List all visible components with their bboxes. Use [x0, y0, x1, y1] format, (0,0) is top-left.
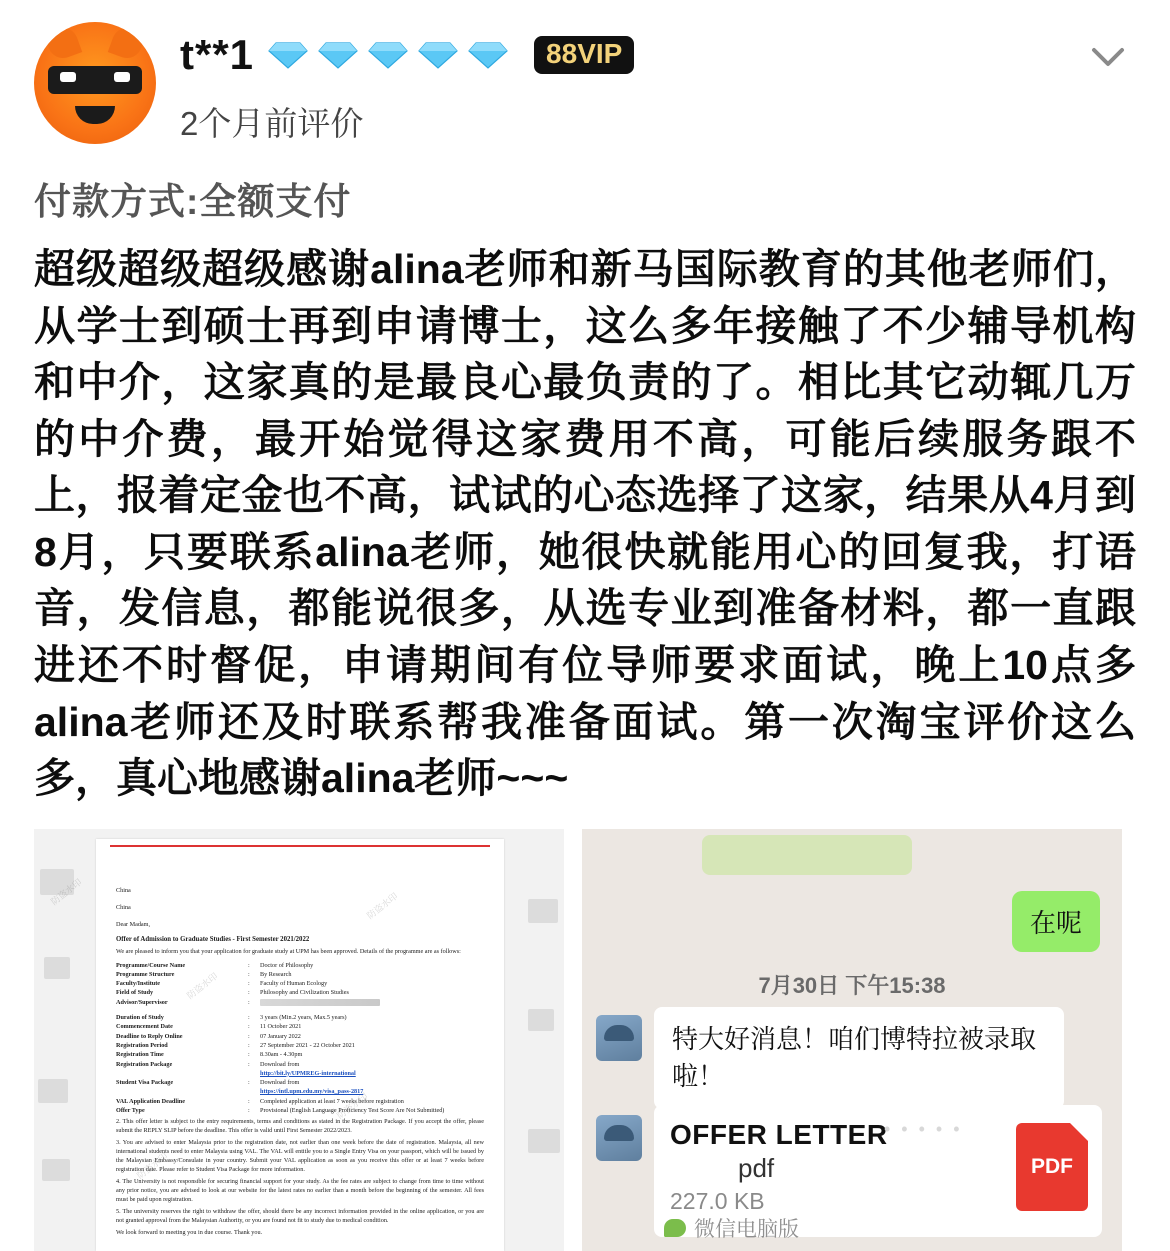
doc-country-2: China: [116, 903, 131, 911]
review-images: [0, 807, 1170, 1251]
document-rule: [110, 845, 490, 847]
vip-level-diamonds: [268, 41, 508, 69]
doc-field-row: https://intl.upm.edu.my/visa_pass-2817: [260, 1088, 364, 1096]
file-name: OFFER LETTER: [670, 1118, 888, 1150]
doc-field-row: Registration Time : 8.30am - 4.30pm: [116, 1051, 303, 1059]
diamond-icon: [468, 41, 508, 69]
chat-source-label: [664, 1213, 799, 1243]
review-image-offer-letter[interactable]: [34, 829, 564, 1251]
chevron-down-icon[interactable]: [1082, 30, 1134, 82]
user-name: t**1: [180, 31, 255, 78]
blur-block: [44, 957, 70, 979]
watermark: 防盗水印: [185, 970, 220, 1001]
chat-bubble-sent: 在呢: [1012, 891, 1100, 952]
doc-field-row: Registration Period : 27 September 2021 - 22 October 2021: [116, 1041, 355, 1049]
diamond-icon: [368, 41, 408, 69]
doc-field-row: Duration of Study : 3 years (Min.2 years, Max.5 years): [116, 1014, 347, 1022]
wechat-icon: [664, 1219, 686, 1237]
offer-letter-document: [96, 839, 504, 1251]
chat-source-text: 微信电脑版: [694, 1217, 799, 1241]
doc-field-row: Commencement Date : 11 October 2021: [116, 1023, 302, 1031]
sunglasses-icon: [48, 66, 142, 94]
avatar-mouth: [75, 106, 115, 124]
chat-timestamp: 7月30日 下午15:38: [758, 972, 946, 998]
avatar-ear-left: [44, 24, 82, 62]
avatar-ear-right: [108, 24, 146, 62]
doc-paragraph: 2. This offer letter is subject to the entry requirements, terms and conditions as stated in the Registration Package. If you accept the offer, please submit the REPLY SLIP before the deadline. This offer is valid until First Semester 2022/2023.: [116, 1118, 484, 1135]
payment-method: 付款方式:全额支付: [34, 181, 352, 222]
blur-block: [528, 1129, 560, 1153]
watermark: 防盗水印: [49, 876, 84, 907]
review-date: 2个月前评价: [180, 105, 364, 142]
doc-title: Offer of Admission to Graduate Studies - First Semester 2021/2022: [116, 935, 310, 943]
diamond-icon: [268, 41, 308, 69]
blur-block: [528, 899, 558, 923]
doc-field-row: Programme Structure : By Research: [116, 970, 292, 978]
avatar[interactable]: [34, 22, 156, 144]
vip-badge: 88VIP: [534, 36, 634, 74]
doc-paragraph: 5. The university reserves the right to withdraw the offer, should there be any incorrect information provided in the online application, or you are not granted approval from the Malaysian Authority, or you are found not fit to study due to medical condition.: [116, 1208, 484, 1225]
doc-field-row: VAL Application Deadline : Completed application at least 7 weeks before registration: [116, 1097, 404, 1105]
diamond-icon: [418, 41, 458, 69]
file-size: 227.0 KB: [670, 1187, 765, 1214]
doc-field-row: Programme/Course Name : Doctor of Philosophy: [116, 961, 314, 969]
doc-field-row: http://bit.ly/UPMREG-international: [260, 1069, 356, 1077]
doc-paragraph: 3. You are advised to enter Malaysia prior to the registration date, not earlier than one week before the date of registration. Malaysia, all new international students need to enter Malaysia using VAL. The VAL will entitle you to a Single Entry Visa on your passport, which will be issued by the Malaysian Embassy/Consulate in your country. Submit your VAL application as soon as you receive this offer or at least 7 weeks before registration date. Please refer to Student Visa Package for more information.: [116, 1139, 484, 1174]
review-image-chat[interactable]: [582, 829, 1122, 1251]
pdf-file-icon: PDF: [1016, 1123, 1088, 1211]
file-extension: pdf: [738, 1152, 775, 1183]
doc-field-row: Student Visa Package : Download from: [116, 1079, 300, 1087]
doc-intro: We are pleased to inform you that your application for graduate study at UPM has been approved. Details of the programme are as follows:: [116, 947, 461, 955]
chat-partial-bubble: [702, 835, 912, 875]
doc-field-row: Offer Type : Provisional (English Language Proficiency Test Score Are Not Submitted): [116, 1107, 445, 1115]
header-text-block: [156, 22, 1082, 145]
name-row: [180, 26, 1082, 84]
decorative-dots: • • • • •: [884, 1118, 963, 1139]
review-text: 超级超级超级感谢alina老师和新马国际教育的其他老师们，从学士到硕士再到申请博士，这么多年接触了不少辅导机构和中介，这家真的是最良心最负责的了。相比其它动辄几万的中介费，最开始觉得这家费用不高，可能后续服务跟不上，报着定金也不高，试试的心态选择了这家，结果从4月到8月，只要联系alina老师，她很快就能用心的回复我，打语音，发信息，都能说很多，从选专业到准备材料，都一直跟进还不时督促，申请期间有位导师要求面试，晚上10点多alina老师还及时联系帮我准备面试。第一次淘宝评价这么多，真心地感谢alina老师~~~: [34, 246, 1136, 802]
watermark: 防盗水印: [335, 1090, 370, 1121]
doc-field-row: Registration Package : Download from: [116, 1060, 300, 1068]
blur-block: [40, 869, 74, 895]
blur-block: [528, 1009, 554, 1031]
chat-avatar: [596, 1115, 642, 1161]
watermark: 防盗水印: [365, 890, 400, 921]
doc-field-row: Advisor/Supervisor :: [116, 998, 484, 1007]
doc-country-1: China: [116, 886, 131, 894]
review-header: [0, 0, 1170, 145]
blur-block: [38, 1079, 68, 1103]
doc-field-row: Deadline to Reply Online : 07 January 2022: [116, 1032, 301, 1040]
doc-salutation: Dear Madam,: [116, 920, 151, 928]
doc-field-row: Faculty/Institute : Faculty of Human Ecology: [116, 980, 328, 988]
chat-avatar: [596, 1015, 642, 1061]
diamond-icon: [318, 41, 358, 69]
doc-paragraph: We look forward to meeting you in due course. Thank you.: [116, 1229, 263, 1237]
watermark: 防盗水印: [135, 1150, 170, 1181]
chat-bubble-received: 特大好消息！咱们博特拉被录取啦！: [654, 1007, 1064, 1109]
doc-paragraph: 4. The University is not responsible for securing financial support for your study. As the fee rates are subject to change from time to time without any prior notice, you are advised to look at our website for the latest rates no earlier than a month before the beginning of the semester. All fees must be paid upon registration.: [116, 1178, 484, 1204]
doc-field-row: Field of Study : Philosophy and Civilization Studies: [116, 989, 349, 997]
